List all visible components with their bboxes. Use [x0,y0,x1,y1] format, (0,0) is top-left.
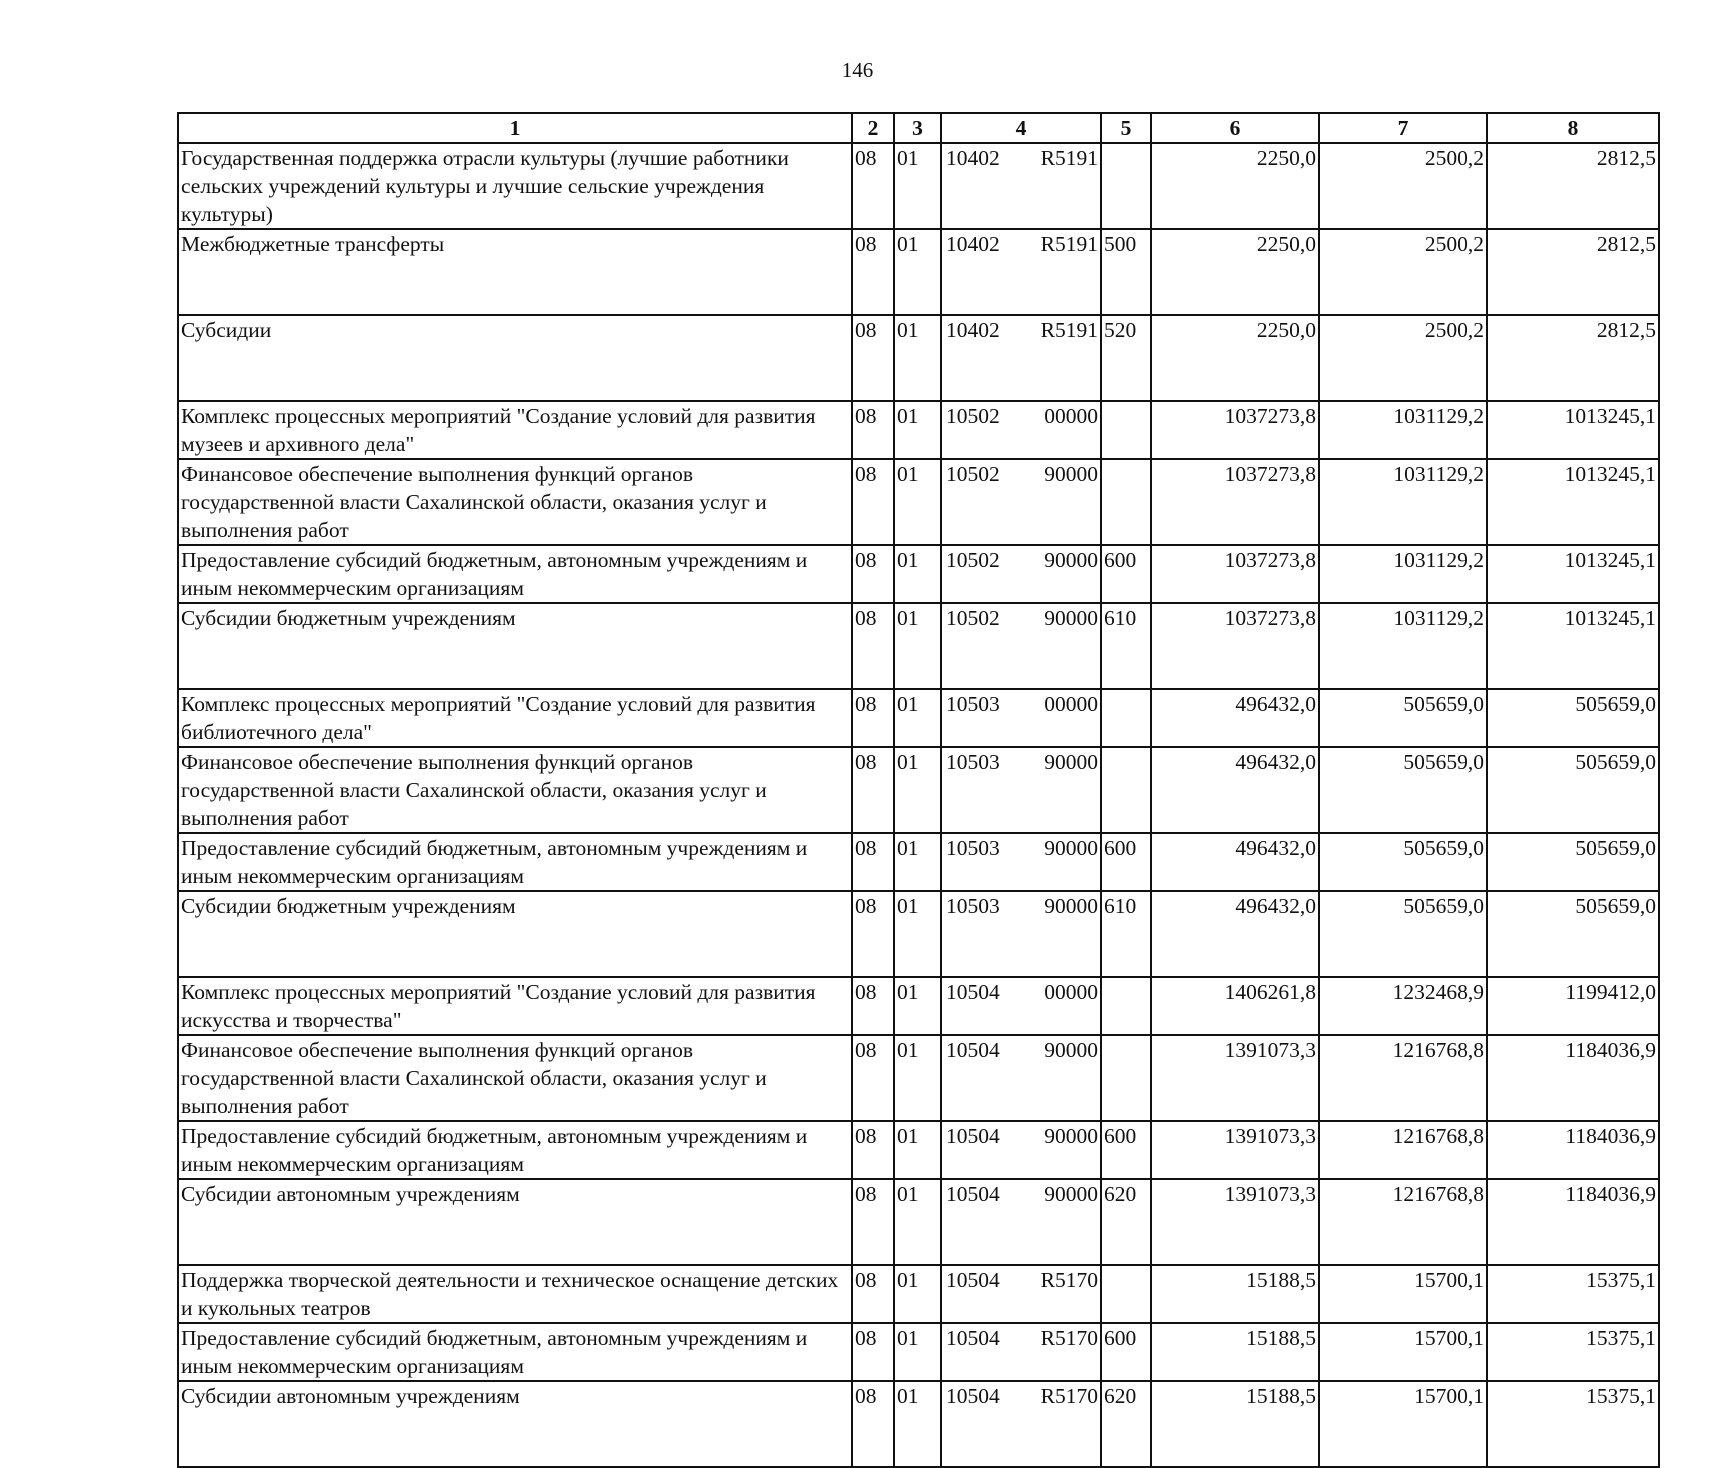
section-code-cell: 08 [852,1381,894,1467]
table-row [178,1381,1659,1467]
row-name-cell: Финансовое обеспечение выполнения функций органов государственной власти Сахалинской области, оказания услуг и выполнения работ [178,1035,852,1121]
amount-col7-cell: 1031129,2 [1319,603,1487,689]
expense-type-cell [1101,689,1151,747]
program-code: 10402 [946,146,1000,170]
table-row [178,833,1659,891]
amount-col7-cell: 1216768,8 [1319,1121,1487,1179]
row-name-cell: Финансовое обеспечение выполнения функций органов государственной власти Сахалинской области, оказания услуг и выполнения работ [178,747,852,833]
program-code: 10503 [946,836,1000,860]
row-name-cell: Субсидии [178,315,852,401]
amount-col6-cell: 1037273,8 [1151,545,1319,603]
amount-col7-cell: 1031129,2 [1319,459,1487,545]
target-article-cell [941,143,1101,229]
amount-col6-cell: 15188,5 [1151,1381,1319,1467]
amount-col8-cell: 1013245,1 [1487,401,1659,459]
expense-type-cell [1101,1265,1151,1323]
amount-col8-cell: 1184036,9 [1487,1179,1659,1265]
direction-code: R5170 [1040,1384,1098,1408]
direction-code: 90000 [1044,836,1098,860]
table-row [178,603,1659,689]
expense-type-cell [1101,401,1151,459]
program-code: 10502 [946,548,1000,572]
subsection-code-cell: 01 [894,603,941,689]
target-article-cell [941,401,1101,459]
target-article-cell [941,545,1101,603]
expense-type-cell [1101,459,1151,545]
expense-type-cell [1101,1035,1151,1121]
amount-col8-cell: 505659,0 [1487,689,1659,747]
target-article-cell [941,891,1101,977]
table-row [178,689,1659,747]
header-cell: 2 [852,113,894,143]
subsection-code-cell: 01 [894,891,941,977]
row-name-cell: Предоставление субсидий бюджетным, автономным учреждениям и иным некоммерческим организациям [178,1323,852,1381]
program-code: 10502 [946,462,1000,486]
direction-code: 90000 [1044,1038,1098,1062]
table-row [178,977,1659,1035]
program-code: 10504 [946,1124,1000,1148]
target-article-cell [941,1121,1101,1179]
amount-col7-cell: 2500,2 [1319,315,1487,401]
amount-col8-cell: 1184036,9 [1487,1121,1659,1179]
section-code-cell: 08 [852,747,894,833]
amount-col7-cell: 1031129,2 [1319,401,1487,459]
table-row [178,1323,1659,1381]
subsection-code-cell: 01 [894,1381,941,1467]
target-article-cell [941,1381,1101,1467]
budget-table [177,112,1660,1468]
subsection-code-cell: 01 [894,1121,941,1179]
amount-col7-cell: 1232468,9 [1319,977,1487,1035]
direction-code: R5170 [1040,1268,1098,1292]
table-row [178,1265,1659,1323]
direction-code: R5191 [1040,146,1098,170]
table-row [178,545,1659,603]
subsection-code-cell: 01 [894,689,941,747]
program-code: 10503 [946,692,1000,716]
section-code-cell: 08 [852,1323,894,1381]
row-name-cell: Предоставление субсидий бюджетным, автономным учреждениям и иным некоммерческим организациям [178,545,852,603]
header-cell: 3 [894,113,941,143]
amount-col8-cell: 1013245,1 [1487,603,1659,689]
table-row [178,459,1659,545]
expense-type-cell: 610 [1101,603,1151,689]
program-code: 10503 [946,894,1000,918]
section-code-cell: 08 [852,689,894,747]
amount-col7-cell: 1216768,8 [1319,1035,1487,1121]
expense-type-cell [1101,747,1151,833]
table-row [178,891,1659,977]
amount-col6-cell: 496432,0 [1151,747,1319,833]
program-code: 10504 [946,1384,1000,1408]
direction-code: 90000 [1044,548,1098,572]
amount-col8-cell: 505659,0 [1487,747,1659,833]
amount-col8-cell: 2812,5 [1487,143,1659,229]
amount-col6-cell: 1037273,8 [1151,603,1319,689]
header-cell: 7 [1319,113,1487,143]
direction-code: 90000 [1044,750,1098,774]
section-code-cell: 08 [852,603,894,689]
program-code: 10504 [946,1326,1000,1350]
row-name-cell: Комплекс процессных мероприятий "Создание условий для развития искусства и творчества" [178,977,852,1035]
expense-type-cell: 620 [1101,1381,1151,1467]
subsection-code-cell: 01 [894,977,941,1035]
header-cell: 5 [1101,113,1151,143]
amount-col8-cell: 505659,0 [1487,891,1659,977]
header-cell: 1 [178,113,852,143]
target-article-cell [941,689,1101,747]
expense-type-cell [1101,977,1151,1035]
section-code-cell: 08 [852,1035,894,1121]
amount-col6-cell: 1391073,3 [1151,1035,1319,1121]
direction-code: 90000 [1044,1182,1098,1206]
amount-col8-cell: 2812,5 [1487,315,1659,401]
row-name-cell: Субсидии автономным учреждениям [178,1179,852,1265]
amount-col7-cell: 2500,2 [1319,229,1487,315]
target-article-cell [941,1265,1101,1323]
amount-col6-cell: 1037273,8 [1151,459,1319,545]
target-article-cell [941,833,1101,891]
row-name-cell: Финансовое обеспечение выполнения функций органов государственной власти Сахалинской области, оказания услуг и выполнения работ [178,459,852,545]
subsection-code-cell: 01 [894,833,941,891]
table-row [178,1035,1659,1121]
target-article-cell [941,603,1101,689]
amount-col6-cell: 1391073,3 [1151,1121,1319,1179]
amount-col6-cell: 1037273,8 [1151,401,1319,459]
amount-col6-cell: 15188,5 [1151,1265,1319,1323]
table-row [178,1121,1659,1179]
target-article-cell [941,1323,1101,1381]
amount-col7-cell: 15700,1 [1319,1323,1487,1381]
direction-code: 00000 [1044,404,1098,428]
row-name-cell: Субсидии бюджетным учреждениям [178,603,852,689]
target-article-cell [941,1035,1101,1121]
amount-col8-cell: 2812,5 [1487,229,1659,315]
expense-type-cell: 600 [1101,1121,1151,1179]
expense-type-cell: 600 [1101,1323,1151,1381]
amount-col7-cell: 2500,2 [1319,143,1487,229]
section-code-cell: 08 [852,459,894,545]
row-name-cell: Государственная поддержка отрасли культуры (лучшие работники сельских учреждений культуры и лучшие сельские учреждения культуры) [178,143,852,229]
target-article-cell [941,459,1101,545]
program-code: 10502 [946,606,1000,630]
target-article-cell [941,1179,1101,1265]
direction-code: 90000 [1044,894,1098,918]
amount-col8-cell: 15375,1 [1487,1265,1659,1323]
amount-col6-cell: 496432,0 [1151,833,1319,891]
table-row [178,1179,1659,1265]
amount-col7-cell: 15700,1 [1319,1381,1487,1467]
header-row [178,113,1659,143]
row-name-cell: Комплекс процессных мероприятий "Создание условий для развития музеев и архивного дела" [178,401,852,459]
amount-col6-cell: 496432,0 [1151,891,1319,977]
expense-type-cell: 610 [1101,891,1151,977]
subsection-code-cell: 01 [894,545,941,603]
row-name-cell: Комплекс процессных мероприятий "Создание условий для развития библиотечного дела" [178,689,852,747]
section-code-cell: 08 [852,977,894,1035]
amount-col6-cell: 1406261,8 [1151,977,1319,1035]
expense-type-cell: 520 [1101,315,1151,401]
amount-col7-cell: 505659,0 [1319,833,1487,891]
target-article-cell [941,747,1101,833]
program-code: 10503 [946,750,1000,774]
section-code-cell: 08 [852,833,894,891]
section-code-cell: 08 [852,315,894,401]
expense-type-cell: 600 [1101,833,1151,891]
program-code: 10502 [946,404,1000,428]
amount-col7-cell: 505659,0 [1319,891,1487,977]
page-number: 146 [841,58,874,82]
amount-col7-cell: 505659,0 [1319,747,1487,833]
table-row [178,747,1659,833]
row-name-cell: Межбюджетные трансферты [178,229,852,315]
amount-col7-cell: 1216768,8 [1319,1179,1487,1265]
direction-code: 90000 [1044,1124,1098,1148]
subsection-code-cell: 01 [894,1323,941,1381]
subsection-code-cell: 01 [894,315,941,401]
direction-code: R5170 [1040,1326,1098,1350]
amount-col7-cell: 15700,1 [1319,1265,1487,1323]
direction-code: R5191 [1040,318,1098,342]
direction-code: 00000 [1044,980,1098,1004]
subsection-code-cell: 01 [894,1179,941,1265]
expense-type-cell: 600 [1101,545,1151,603]
program-code: 10504 [946,1268,1000,1292]
subsection-code-cell: 01 [894,1035,941,1121]
amount-col6-cell: 496432,0 [1151,689,1319,747]
subsection-code-cell: 01 [894,1265,941,1323]
section-code-cell: 08 [852,1121,894,1179]
section-code-cell: 08 [852,891,894,977]
table-row [178,401,1659,459]
expense-type-cell [1101,143,1151,229]
direction-code: 90000 [1044,606,1098,630]
table-row [178,315,1659,401]
program-code: 10402 [946,232,1000,256]
section-code-cell: 08 [852,1179,894,1265]
amount-col6-cell: 1391073,3 [1151,1179,1319,1265]
amount-col6-cell: 2250,0 [1151,143,1319,229]
expense-type-cell: 620 [1101,1179,1151,1265]
subsection-code-cell: 01 [894,401,941,459]
amount-col7-cell: 1031129,2 [1319,545,1487,603]
table-row [178,229,1659,315]
row-name-cell: Предоставление субсидий бюджетным, автономным учреждениям и иным некоммерческим организациям [178,833,852,891]
amount-col7-cell: 505659,0 [1319,689,1487,747]
target-article-cell [941,229,1101,315]
section-code-cell: 08 [852,545,894,603]
section-code-cell: 08 [852,229,894,315]
direction-code: 90000 [1044,462,1098,486]
direction-code: R5191 [1040,232,1098,256]
header-cell: 8 [1487,113,1659,143]
target-article-cell [941,315,1101,401]
amount-col8-cell: 505659,0 [1487,833,1659,891]
header-cell: 6 [1151,113,1319,143]
row-name-cell: Субсидии бюджетным учреждениям [178,891,852,977]
subsection-code-cell: 01 [894,459,941,545]
program-code: 10504 [946,1182,1000,1206]
program-code: 10402 [946,318,1000,342]
amount-col8-cell: 1013245,1 [1487,545,1659,603]
table-row [178,143,1659,229]
amount-col6-cell: 2250,0 [1151,315,1319,401]
section-code-cell: 08 [852,143,894,229]
subsection-code-cell: 01 [894,143,941,229]
row-name-cell: Субсидии автономным учреждениям [178,1381,852,1467]
row-name-cell: Поддержка творческой деятельности и техническое оснащение детских и кукольных театров [178,1265,852,1323]
direction-code: 00000 [1044,692,1098,716]
subsection-code-cell: 01 [894,229,941,315]
amount-col8-cell: 15375,1 [1487,1323,1659,1381]
amount-col8-cell: 1184036,9 [1487,1035,1659,1121]
amount-col8-cell: 1199412,0 [1487,977,1659,1035]
header-cell: 4 [941,113,1101,143]
row-name-cell: Предоставление субсидий бюджетным, автономным учреждениям и иным некоммерческим организациям [178,1121,852,1179]
subsection-code-cell: 01 [894,747,941,833]
program-code: 10504 [946,1038,1000,1062]
amount-col8-cell: 15375,1 [1487,1381,1659,1467]
section-code-cell: 08 [852,401,894,459]
program-code: 10504 [946,980,1000,1004]
amount-col6-cell: 15188,5 [1151,1323,1319,1381]
expense-type-cell: 500 [1101,229,1151,315]
amount-col8-cell: 1013245,1 [1487,459,1659,545]
amount-col6-cell: 2250,0 [1151,229,1319,315]
section-code-cell: 08 [852,1265,894,1323]
target-article-cell [941,977,1101,1035]
